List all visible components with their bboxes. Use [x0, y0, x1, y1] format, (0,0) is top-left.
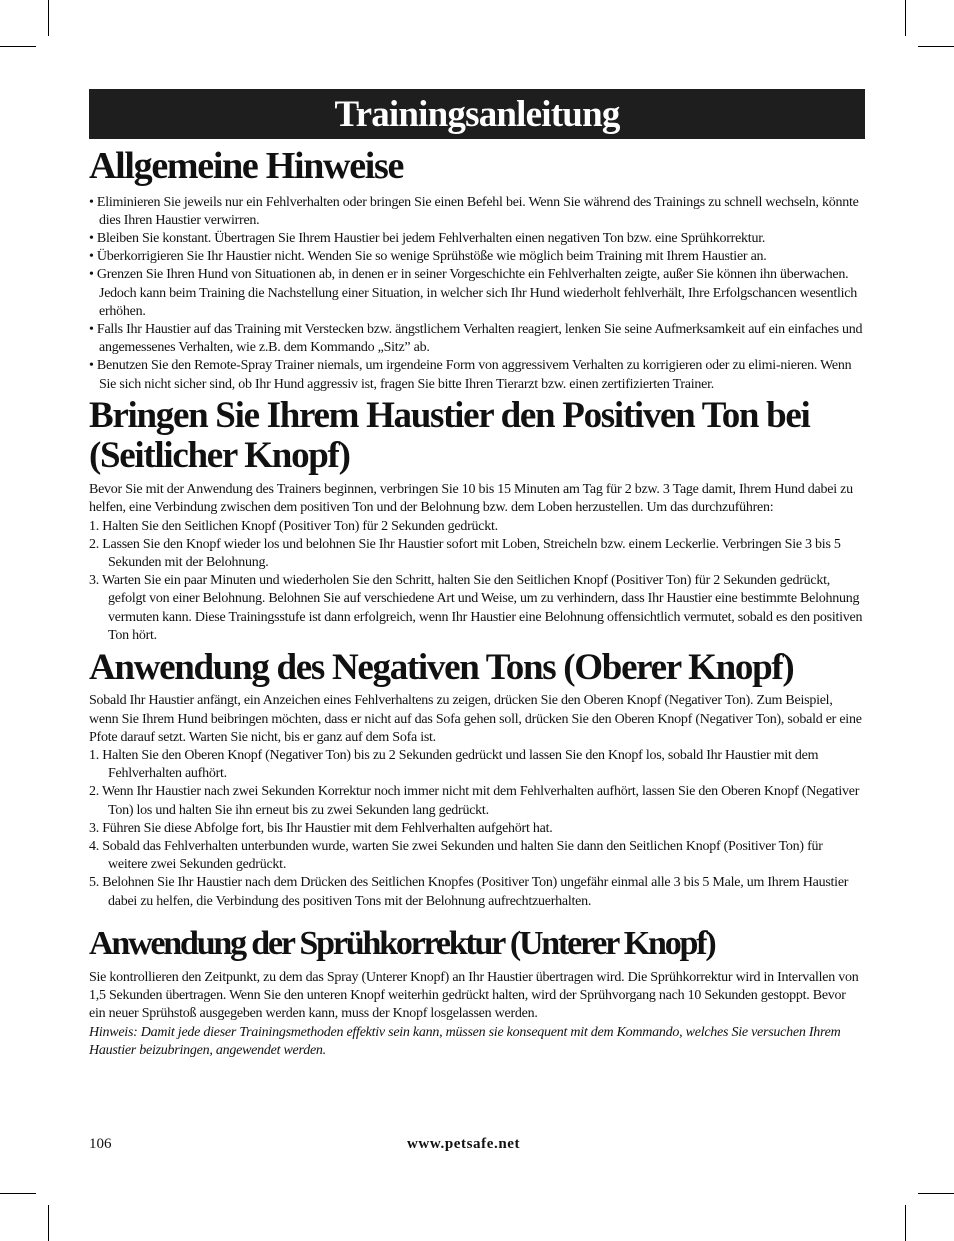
- crop-mark: [918, 46, 954, 47]
- list-item: 1. Halten Sie den Oberen Knopf (Negativer Ton) bis zu 2 Sekunden gedrückt und lassen Sie den Knopf los, sobald Ihr Haustier mit dem Fehlverhalten aufhört.: [89, 748, 819, 782]
- list-item: • Bleiben Sie konstant. Übertragen Sie Ihrem Haustier bei jedem Fehlverhalten einen negativen Ton bzw. eine Sprühkorrektur.: [89, 230, 766, 246]
- crop-mark: [0, 1193, 36, 1194]
- general-bullet-list: [89, 194, 865, 394]
- section-title-negative-tone: Anwendung des Negativen Tons (Oberer Knopf): [89, 646, 794, 688]
- crop-mark: [905, 0, 906, 36]
- section-title-positive-tone: Bringen Sie Ihrem Haustier den Positiven Ton bei (Seitlicher Knopf): [89, 394, 810, 477]
- list-item: 3. Führen Sie diese Abfolge fort, bis Ihr Haustier mit dem Fehlverhalten aufgehört hat.: [89, 820, 553, 836]
- list-item: 3. Warten Sie ein paar Minuten und wiederholen Sie den Schritt, halten Sie den Seitlichen Knopf (Positiver Ton) für 2 Sekunden gedrückt, gefolgt von einer Belohnung. Belohnen Sie auf verschiedene Art und Weise, um zu verhindern, dass Ihr Haustier eine bestimmte Belohnung vermuten kann. Diese Trainingsstufe ist dann erfolgreich, wenn Ihr Haustier eine Belohnung offensichtlich vermutet, sobald es den positiven Ton hört.: [89, 573, 863, 643]
- list-item: 1. Halten Sie den Seitlichen Knopf (Positiver Ton) für 2 Sekunden gedrückt.: [89, 518, 498, 534]
- list-item: 2. Wenn Ihr Haustier nach zwei Sekunden Korrektur noch immer nicht mit dem Fehlverhalten aufhört, lassen Sie den Oberen Knopf (Negativer Ton) los und halten Sie ihn erneut bis zu zwei Sekunden lang gedrückt.: [89, 784, 860, 818]
- page-number: 106: [89, 1136, 112, 1152]
- crop-mark: [48, 0, 49, 36]
- page-content: [89, 89, 865, 1060]
- list-item: 4. Sobald das Fehlverhalten unterbunden wurde, warten Sie zwei Sekunden und halten Sie dann den Seitlichen Knopf (Positiver Ton) für weitere zwei Sekunden gedrückt.: [89, 839, 823, 873]
- crop-mark: [918, 1193, 954, 1194]
- crop-mark: [905, 1205, 906, 1241]
- negative-tone-body: [89, 692, 865, 910]
- list-item: 2. Lassen Sie den Knopf wieder los und belohnen Sie Ihr Haustier sofort mit Loben, Streicheln bzw. einem Leckerlie. Verbringen Sie 3 bis 5 Sekunden mit der Belohnung.: [89, 536, 841, 570]
- section-title-spray-correction: Anwendung der Sprühkorrektur (Unterer Knopf): [89, 924, 715, 962]
- paragraph: Sie kontrollieren den Zeitpunkt, zu dem das Spray (Unterer Knopf) an Ihr Haustier übertragen wird. Die Sprühkorrektur wird in Intervallen von 1,5 Sekunden übertragen. Wenn Sie den unteren Knopf weiterhin gedrückt halten, wird der Sprühvorgang nach 10 Sekunden gestoppt. Bevor ein neuer Sprühstoß ausgegeben werden kann, muss der Knopf losgelassen werden.: [89, 969, 859, 1022]
- hint-note: Hinweis: Damit jede dieser Trainingsmethoden effektiv sein kann, müssen sie konsequent mit dem Kommando, welches Sie versuchen Ihrem Haustier beizubringen, angewendet werden.: [89, 1024, 841, 1058]
- list-item: • Überkorrigieren Sie Ihr Haustier nicht. Wenden Sie so wenige Sprühstöße wie möglich beim Training mit Ihrem Haustier an.: [89, 249, 767, 265]
- list-item: 5. Belohnen Sie Ihr Haustier nach dem Drücken des Seitlichen Knopfes (Positiver Ton) ungefähr einmal alle 3 bis 5 Male, um Ihrem Haustier dabei zu helfen, die Verbindung des positiven Tons mit der Belohnung aufrechtzuerhalten.: [89, 875, 849, 909]
- list-item: • Benutzen Sie den Remote-Spray Trainer niemals, um irgendeine Form von aggressivem Verhalten zu korrigieren oder zu elimi-nieren. Wenn Sie sich nicht sicher sind, ob Ihr Hund aggressiv ist, fragen Sie bitte Ihren Tierarzt bzw. einen zertifizierten Trainer.: [89, 358, 852, 392]
- list-item: • Grenzen Sie Ihren Hund von Situationen ab, in denen er in seiner Vorgeschichte ein Fehlverhalten zeigte, außer Sie können ihn überwachen. Jedoch kann beim Training die Nachstellung einer Situation, in welcher sich Ihr Hund wiederholt fehlverhält, Ihre Erfolgschancen wesentlich erhöhen.: [89, 267, 857, 319]
- spray-correction-body: [89, 969, 865, 1060]
- section-title-general: Allgemeine Hinweise: [89, 145, 404, 187]
- crop-mark: [48, 1205, 49, 1241]
- banner-title: Trainingsanleitung: [334, 93, 620, 135]
- title-banner: [89, 89, 865, 139]
- paragraph: Bevor Sie mit der Anwendung des Trainers beginnen, verbringen Sie 10 bis 15 Minuten am Tag für 2 bzw. 3 Tage damit, Ihrem Hund dabei zu helfen, eine Verbindung zwischen dem positiven Ton und der Belohnung bzw. dem Loben herzustellen. Um das durchzuführen:: [89, 482, 853, 516]
- website-url: www.petsafe.net: [407, 1136, 521, 1152]
- page-footer: [89, 1136, 865, 1156]
- positive-tone-body: [89, 481, 865, 645]
- list-item: • Falls Ihr Haustier auf das Training mit Verstecken bzw. ängstlichem Verhalten reagiert, lenken Sie seine Aufmerksamkeit auf ein einfaches und angemessenes Verhalten, wie z.B. dem Kommando „Sitz” ab.: [89, 321, 863, 356]
- paragraph: Sobald Ihr Haustier anfängt, ein Anzeichen eines Fehlverhaltens zu zeigen, drücken Sie den Oberen Knopf (Negativer Ton). Zum Beispiel, wenn Sie Ihrem Hund beibringen möchten, dass er nicht auf das Sofa gehen soll, drücken Sie den Oberen Knopf (Negativer Ton), sobald er eine Pfote darauf setzt. Warten Sie nicht, bis er ganz auf dem Sofa ist.: [89, 693, 862, 745]
- list-item: • Eliminieren Sie jeweils nur ein Fehlverhalten oder bringen Sie einen Befehl bei. Wenn Sie während des Trainings zu schnell wechseln, könnte dies Ihren Haustier verwirren.: [89, 194, 859, 228]
- crop-mark: [0, 46, 36, 47]
